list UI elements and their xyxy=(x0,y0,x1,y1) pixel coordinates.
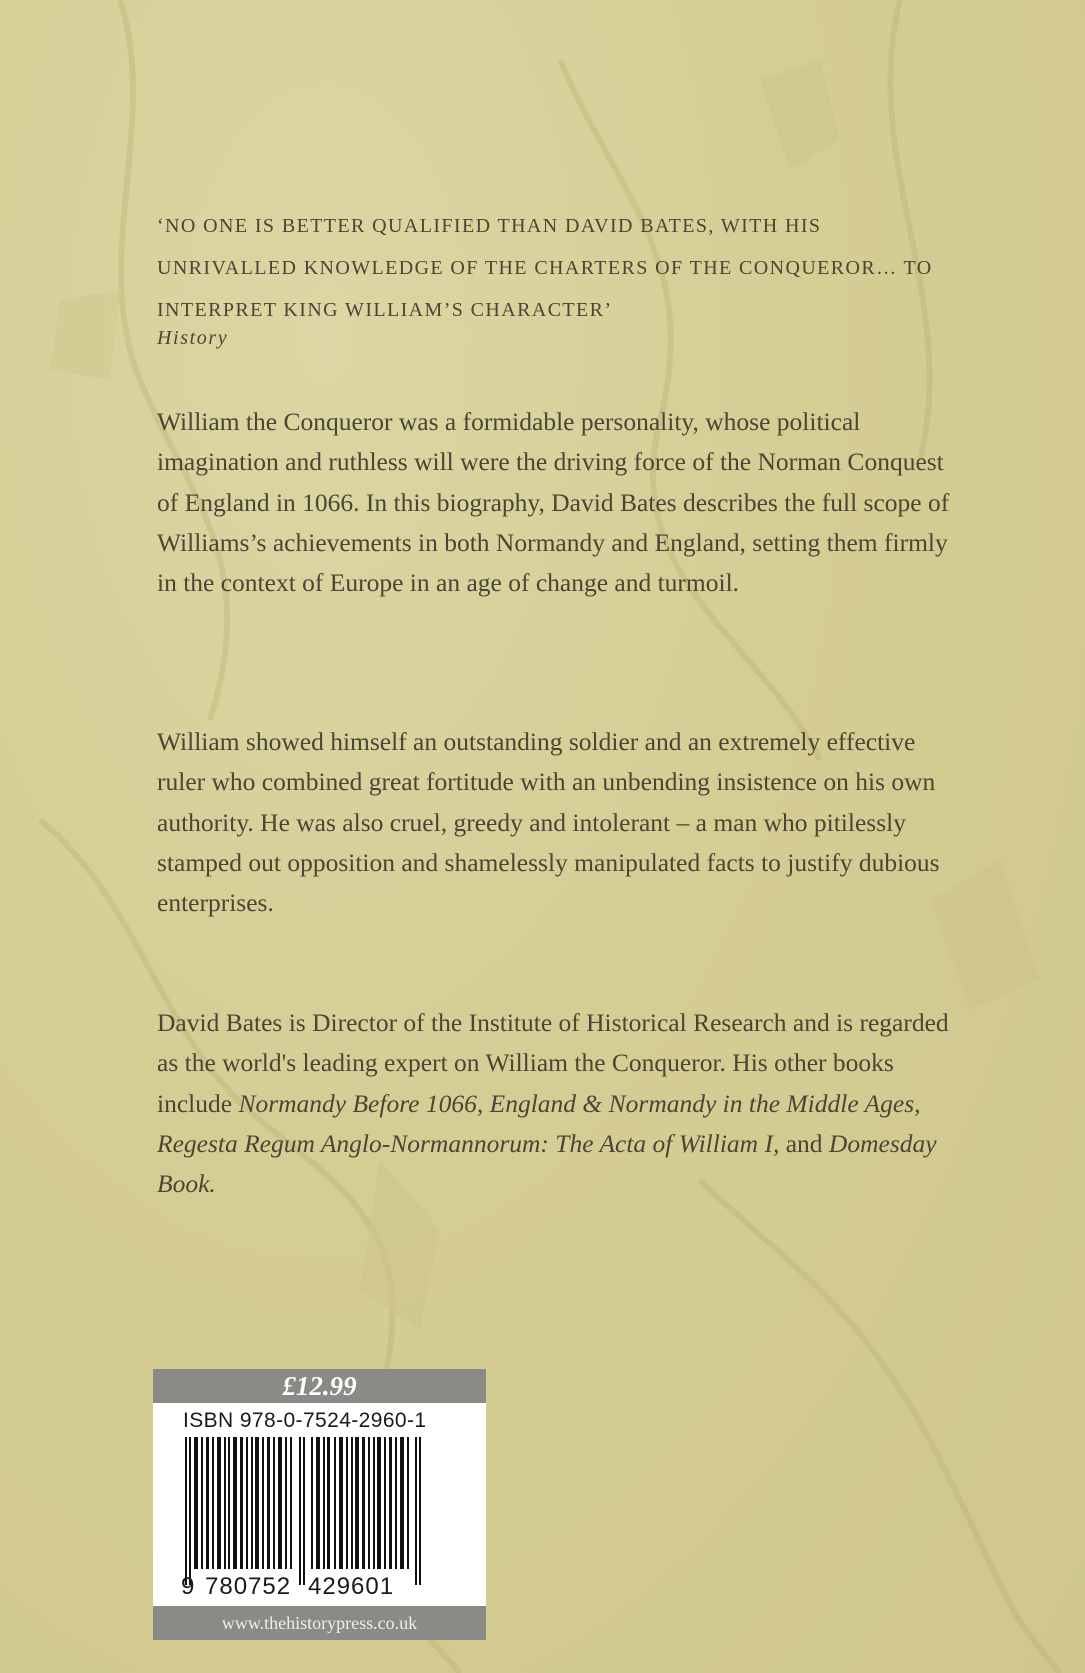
book-title-england-normandy-regesta: England & Normandy in the Middle Ages, Regesta Regum Anglo-Normannorum: The Acta of William I, xyxy=(157,1088,921,1158)
review-quote: ‘NO ONE IS BETTER QUALIFIED THAN DAVID BATES, WITH HIS UNRIVALLED KNOWLEDGE OF THE CHARTERS OF THE CONQUEROR… TO INTERPRET KING WILLIAM’S CHARACTER’ xyxy=(157,215,933,321)
author-bio-paragraph xyxy=(157,1003,957,1204)
and-word: and xyxy=(779,1128,829,1158)
price-label: £12.99 xyxy=(153,1369,486,1403)
barcode-digits-right: 429601 xyxy=(308,1573,395,1600)
blurb-paragraph-1: William the Conqueror was a formidable personality, whose political imagination and ruthless will were the driving force of the Norman Conquest of England in 1066. In this biography, David Bates describes the full scope of Williams’s achievements in both Normandy and England, setting them firmly in the context of Europe in an age of change and turmoil. xyxy=(157,407,950,598)
publisher-website: www.thehistorypress.co.uk xyxy=(153,1606,486,1640)
barcode-digit-lead: 9 xyxy=(181,1573,195,1600)
book-title-normandy-before-1066: Normandy Before 1066, xyxy=(238,1088,484,1118)
quote-source: History xyxy=(157,327,229,349)
barcode-panel xyxy=(153,1369,486,1640)
book-title-domesday-book: Domesday Book. xyxy=(157,1128,937,1199)
blurb-paragraph-2: William showed himself an outstanding soldier and an extremely effective ruler who combined great fortitude with an unbending insistence on his own authority. He was also cruel, greedy and intolerant – a man who pitilessly stamped out opposition and shamelessly manipulated facts to justify dubious enterprises. xyxy=(157,727,940,918)
barcode-bars xyxy=(181,1437,426,1585)
author-bio-intro: David Bates is Director of the Institute of Historical Research and is regarded as the world's leading expert on William the Conqueror. His other books include xyxy=(157,1008,949,1118)
isbn-text: ISBN 978-0-7524-2960-1 xyxy=(183,1409,427,1432)
barcode-digits-left: 780752 xyxy=(205,1573,292,1600)
